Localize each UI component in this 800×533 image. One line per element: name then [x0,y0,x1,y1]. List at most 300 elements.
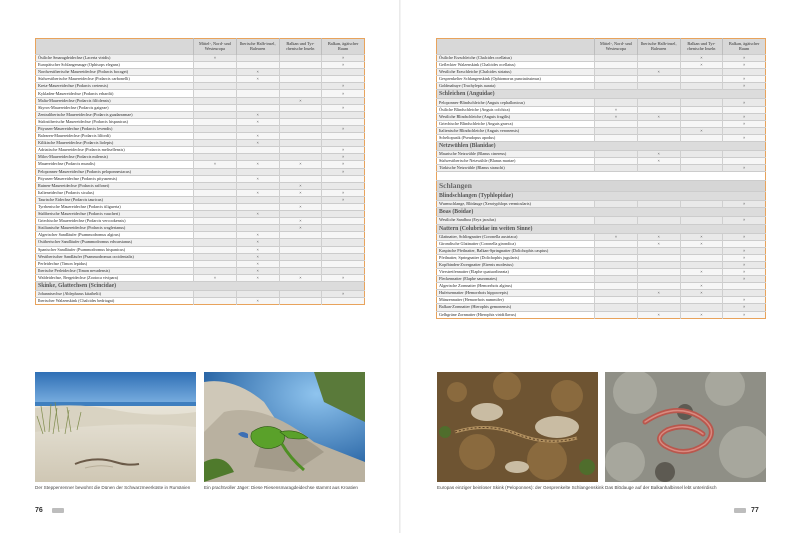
occurrence-mark: × [680,55,723,62]
occurrence-mark [680,158,723,165]
occurrence-mark: × [236,111,279,118]
occurrence-mark: × [279,225,322,232]
table-row [36,104,365,111]
occurrence-mark [279,118,322,125]
species-name: Kreta-Mauereidechse (Podarcis cretensis) [36,83,194,90]
occurrence-mark [595,151,638,158]
table-row [437,62,766,69]
occurrence-mark [723,151,766,158]
occurrence-mark: × [595,113,638,120]
occurrence-mark [680,76,723,83]
occurrence-mark: × [322,274,365,281]
occurrence-mark [194,196,237,203]
occurrence-mark [194,211,237,218]
occurrence-mark [194,189,237,196]
occurrence-mark [279,83,322,90]
occurrence-mark: × [595,106,638,113]
photo-caption: Ein prachtvoller Jäger: Diese Riesensmaragdeidechse stammt aus Kroatien [204,485,358,490]
occurrence-mark [279,55,322,62]
occurrence-mark [637,83,680,90]
occurrence-mark [680,165,723,172]
occurrence-mark: × [194,55,237,62]
occurrence-mark [194,140,237,147]
family-heading: Nattern (Colubridae im weiten Sinne) [437,224,766,233]
occurrence-mark [322,246,365,253]
family-heading: Netzwühlen (Blanidae) [437,142,766,151]
table-row [437,120,766,127]
occurrence-mark: × [637,290,680,297]
photo-snake-skink [437,372,598,482]
occurrence-mark [194,298,237,305]
occurrence-mark [322,298,365,305]
occurrence-mark: × [723,276,766,283]
table-row [437,165,766,172]
column-header-balkan-tyrrhenian: Balkan und Tyr-rhenische Inseln [680,39,723,55]
occurrence-mark [595,83,638,90]
occurrence-mark [194,62,237,69]
occurrence-mark: × [680,283,723,290]
occurrence-mark [322,118,365,125]
table-row [36,239,365,246]
distribution-table-right [436,38,766,319]
occurrence-mark [194,218,237,225]
occurrence-mark [236,62,279,69]
occurrence-mark [637,201,680,208]
occurrence-mark [194,118,237,125]
occurrence-mark: × [322,291,365,298]
occurrence-mark: × [637,311,680,318]
distribution-table-left [35,38,365,305]
occurrence-mark [637,247,680,254]
occurrence-mark [194,225,237,232]
occurrence-mark [637,254,680,261]
occurrence-mark: × [322,125,365,132]
occurrence-mark: × [236,118,279,125]
column-header-aegean: Balkan, ägäischer Raum [322,39,365,55]
table-row [437,127,766,134]
occurrence-mark [680,304,723,311]
occurrence-mark [194,125,237,132]
occurrence-mark [322,225,365,232]
occurrence-mark [194,168,237,175]
family-heading-row [437,192,766,201]
occurrence-mark: × [723,120,766,127]
occurrence-mark [637,261,680,268]
occurrence-mark [595,69,638,76]
occurrence-mark [279,76,322,83]
species-name: Kaspische Pfeilnatter, Balkan-Springnatter (Dolichophis caspius) [437,247,595,254]
occurrence-mark: × [723,113,766,120]
occurrence-mark [595,297,638,304]
table-body-right [437,55,766,319]
occurrence-mark: × [322,161,365,168]
occurrence-mark [680,261,723,268]
occurrence-mark [279,168,322,175]
species-name: Pityusen-Mauereidechse (Podarcis levendis) [36,125,194,132]
occurrence-mark [279,239,322,246]
family-heading: Boas (Boidae) [437,208,766,217]
occurrence-mark: × [194,274,237,281]
occurrence-mark [322,175,365,182]
species-name: Johannisechse (Ablepharus kitaibelii) [36,291,194,298]
occurrence-mark: × [723,268,766,275]
occurrence-mark [236,147,279,154]
occurrence-mark [279,90,322,97]
species-name: Iberischer Walzenskink (Chalcides bedriagai) [36,298,194,305]
group-heading: Schlangen [437,181,766,192]
occurrence-mark [322,260,365,267]
species-name: Balkan-Zornnatter (Hierophis gemonensis) [437,304,595,311]
occurrence-mark: × [723,165,766,172]
occurrence-mark [680,99,723,106]
species-name: Westliche Erzschleiche (Chalcides striatus) [437,69,595,76]
table-row [437,261,766,268]
family-heading-row [437,224,766,233]
occurrence-mark: × [723,311,766,318]
occurrence-mark [680,106,723,113]
group-heading-row [437,181,766,192]
occurrence-mark: × [279,161,322,168]
species-name: Türkische Netzwühle (Blanus strauchi) [437,165,595,172]
occurrence-mark [595,62,638,69]
table-row [36,90,365,97]
occurrence-mark: × [236,189,279,196]
table-row [36,168,365,175]
occurrence-mark: × [322,83,365,90]
occurrence-mark [194,104,237,111]
table-row [36,274,365,281]
occurrence-mark [595,158,638,165]
species-name: Peloponnes-Mauereidechse (Podarcis peloponnesiacus) [36,168,194,175]
occurrence-mark: × [723,297,766,304]
occurrence-mark: × [236,175,279,182]
occurrence-mark [236,291,279,298]
table-row [36,140,365,147]
occurrence-mark [637,134,680,141]
occurrence-mark [680,297,723,304]
table-row [437,201,766,208]
table-row [437,304,766,311]
photo-caption: Das Blödauge auf der Balkanhalbinsel lebt unterirdisch [605,485,717,490]
species-name: Algerische Zornnatter (Hemorrhois algirus) [437,283,595,290]
occurrence-mark [322,267,365,274]
occurrence-mark [279,253,322,260]
species-name: Östliche Smaragdeidechse (Lacerta viridis) [36,55,194,62]
species-name: Taurische Eidechse (Podarcis tauricus) [36,196,194,203]
occurrence-mark [637,76,680,83]
page-number: 76 [35,507,43,514]
occurrence-mark [236,90,279,97]
table-row [437,99,766,106]
occurrence-mark [680,254,723,261]
table-row [36,225,365,232]
occurrence-mark: × [680,62,723,69]
occurrence-mark [637,217,680,224]
species-column-header [36,39,194,55]
spacer-row [437,172,766,181]
occurrence-mark [595,201,638,208]
occurrence-mark [194,90,237,97]
occurrence-mark: × [723,134,766,141]
occurrence-mark [595,55,638,62]
table-row [437,233,766,240]
occurrence-mark: × [680,233,723,240]
table-row [36,189,365,196]
family-heading: Schleichen (Anguidae) [437,90,766,99]
occurrence-mark: × [637,233,680,240]
occurrence-mark: × [680,311,723,318]
occurrence-mark: × [723,83,766,90]
occurrence-mark: × [637,158,680,165]
table-row [437,240,766,247]
occurrence-mark: × [723,217,766,224]
occurrence-mark [236,182,279,189]
occurrence-mark: × [236,76,279,83]
occurrence-mark [322,97,365,104]
occurrence-mark [680,247,723,254]
species-name: Spanischer Sandläufer (Psammodromus hispanicus) [36,246,194,253]
occurrence-mark [637,62,680,69]
table-row [36,267,365,274]
occurrence-mark [637,120,680,127]
occurrence-mark [194,253,237,260]
species-name: Ruinen-Mauereidechse (Podarcis raffonei) [36,182,194,189]
species-name: Gesprenkelter Schlangenskink (Ophiomorus punctatissimus) [437,76,595,83]
table-row [36,111,365,118]
occurrence-mark: × [236,69,279,76]
occurrence-mark [680,276,723,283]
occurrence-mark [194,83,237,90]
occurrence-mark [595,290,638,297]
table-row [36,196,365,203]
occurrence-mark: × [637,240,680,247]
species-name: Maurische Netzwühle (Blanus cinereus) [437,151,595,158]
occurrence-mark: × [680,290,723,297]
species-name: Adriatische Mauereidechse (Podarcis melisellensis) [36,147,194,154]
occurrence-mark [595,311,638,318]
occurrence-mark [595,283,638,290]
column-header-iberia: Iberische Halb-insel, Balearen [637,39,680,55]
occurrence-mark [595,304,638,311]
occurrence-mark [595,127,638,134]
occurrence-mark: × [723,233,766,240]
table-row [36,76,365,83]
occurrence-mark [194,267,237,274]
occurrence-mark: × [637,113,680,120]
occurrence-mark [236,104,279,111]
species-name: Südiberische Mauereidechse (Podarcis vaucheri) [36,211,194,218]
occurrence-mark [322,232,365,239]
table-row [437,113,766,120]
occurrence-mark [723,69,766,76]
column-header-balkan-tyrrhenian: Balkan und Tyr-rhenische Inseln [279,39,322,55]
occurrence-mark [194,291,237,298]
family-heading: Blindschlangen (Typhlopidae) [437,192,766,201]
occurrence-mark [680,201,723,208]
species-name: Östliche Blindschleiche (Anguis colchica) [437,106,595,113]
occurrence-mark [680,151,723,158]
species-name: Fleckennatter (Elaphe sauromates) [437,276,595,283]
occurrence-mark [680,69,723,76]
occurrence-mark: × [322,55,365,62]
species-name: Gelbgrüne Zornnatter (Hierophis viridiflavus) [437,311,595,318]
occurrence-mark [194,133,237,140]
occurrence-mark [194,239,237,246]
species-name: Vierstreifennatter (Elaphe quatuorlineata) [437,268,595,275]
occurrence-mark: × [236,246,279,253]
table-body-left [36,55,365,305]
species-name: Sizilianische Mauereidechse (Podarcis waglerianus) [36,225,194,232]
species-column-header [437,39,595,55]
table-row [36,246,365,253]
species-name: Ostiberischer Sandläufer (Psammodromus edwarsianus) [36,239,194,246]
species-name: Münzennatter (Hemorrhois nummifer) [437,297,595,304]
occurrence-mark: × [279,203,322,210]
occurrence-mark: × [194,161,237,168]
photo-caption: Der Steppenrenner bewohnt die Dünen der Schwarzmeerküste in Rumänien [35,485,191,490]
species-name: Algerischer Sandläufer (Psammodromus algirus) [36,232,194,239]
occurrence-mark [279,291,322,298]
right-page [400,0,800,533]
occurrence-mark [595,261,638,268]
occurrence-mark [595,120,638,127]
occurrence-mark: × [322,62,365,69]
occurrence-mark [322,239,365,246]
occurrence-mark [279,154,322,161]
occurrence-mark: × [236,232,279,239]
occurrence-mark [723,158,766,165]
table-row [437,290,766,297]
table-row [36,125,365,132]
occurrence-mark: × [723,55,766,62]
publisher-logo [734,508,746,513]
occurrence-mark [322,140,365,147]
species-name: Girondische Glattnatter (Coronella girondica) [437,240,595,247]
species-name: Westiberischer Sandläufer (Psammodromus occidentalis) [36,253,194,260]
occurrence-mark [637,165,680,172]
occurrence-mark [236,168,279,175]
species-name: Kilikische Mauereidechse (Podarcis liolepis) [36,140,194,147]
occurrence-mark [680,120,723,127]
table-row [36,175,365,182]
species-name: Pityusen-Mauereidechse (Podarcis pityusensis) [36,175,194,182]
occurrence-mark [595,268,638,275]
occurrence-mark [279,267,322,274]
photo-worm-snake [605,372,766,482]
occurrence-mark: × [279,274,322,281]
occurrence-mark [194,203,237,210]
occurrence-mark: × [279,189,322,196]
table-row [36,211,365,218]
species-name: Pfeilnatter, Springnatter (Dolichophis jugularis) [437,254,595,261]
occurrence-mark [322,182,365,189]
occurrence-mark [236,154,279,161]
column-header-aegean: Balkan, ägäischer Raum [723,39,766,55]
family-heading-row [437,142,766,151]
occurrence-mark [279,133,322,140]
table-row [36,97,365,104]
occurrence-mark [279,196,322,203]
occurrence-mark: × [637,69,680,76]
column-header-iberia: Iberische Halb-insel, Balearen [236,39,279,55]
occurrence-mark [595,99,638,106]
occurrence-mark: × [680,127,723,134]
photo-steppe-runner [35,372,196,482]
occurrence-mark [637,106,680,113]
occurrence-mark [236,218,279,225]
occurrence-mark [680,134,723,141]
occurrence-mark [322,69,365,76]
species-name: Südwestiberische Mauereidechse (Podarcis carbonelli) [36,76,194,83]
occurrence-mark [595,134,638,141]
table-row [437,283,766,290]
table-row [36,62,365,69]
occurrence-mark: × [322,90,365,97]
species-name: Nordwestiberische Mauereidechse (Podarcis bocagei) [36,69,194,76]
table-row [36,147,365,154]
species-name: Westliche Blindschleiche (Anguis fragilis) [437,113,595,120]
occurrence-mark [279,125,322,132]
occurrence-mark: × [236,161,279,168]
table-row [437,106,766,113]
table-row [437,151,766,158]
occurrence-mark [194,111,237,118]
occurrence-mark [680,217,723,224]
occurrence-mark [279,260,322,267]
occurrence-mark: × [236,267,279,274]
occurrence-mark [723,240,766,247]
table-row [36,118,365,125]
occurrence-mark [194,97,237,104]
occurrence-mark [322,253,365,260]
family-heading-row [36,282,365,291]
species-name: Hufeisennatter (Hemorrhois hippocrepis) [437,290,595,297]
species-name: Italienische Blindschleiche (Anguis veronensis) [437,127,595,134]
species-name: Südostiberische Mauereidechse (Podarcis hispanicus) [36,118,194,125]
occurrence-mark: × [637,151,680,158]
species-name: Östliche Erzschleiche (Chalcides ocellatus) [437,55,595,62]
table-row [36,161,365,168]
species-name: Wurmschlange, Blödauge (Xerotyphlops vermicularis) [437,201,595,208]
table-row [36,298,365,305]
page-number: 77 [751,507,759,514]
table-row [36,182,365,189]
species-name: Griechische Mauereidechse (Podarcis vercookensis) [36,218,194,225]
occurrence-mark: × [723,76,766,83]
occurrence-mark: × [279,97,322,104]
occurrence-mark [279,246,322,253]
species-name: Skyros-Mauereidechse (Podarcis gaigeae) [36,104,194,111]
column-header-central-europe: Mittel-, Nord- und Westeuropa [194,39,237,55]
occurrence-mark [279,111,322,118]
table-row [437,217,766,224]
table-row [437,276,766,283]
occurrence-mark: × [723,201,766,208]
species-name: Westliche Sandboa (Eryx jaculus) [437,217,595,224]
occurrence-mark: × [236,239,279,246]
species-name: Glattnatter, Schlingnatter (Coronella austriaca) [437,233,595,240]
occurrence-mark: × [236,298,279,305]
occurrence-mark: × [595,233,638,240]
occurrence-mark [637,268,680,275]
occurrence-mark [723,283,766,290]
occurrence-mark: × [322,104,365,111]
table-row [36,69,365,76]
occurrence-mark [194,232,237,239]
species-name: Perleidechse (Timon lepidus) [36,260,194,267]
occurrence-mark [194,69,237,76]
occurrence-mark [637,283,680,290]
